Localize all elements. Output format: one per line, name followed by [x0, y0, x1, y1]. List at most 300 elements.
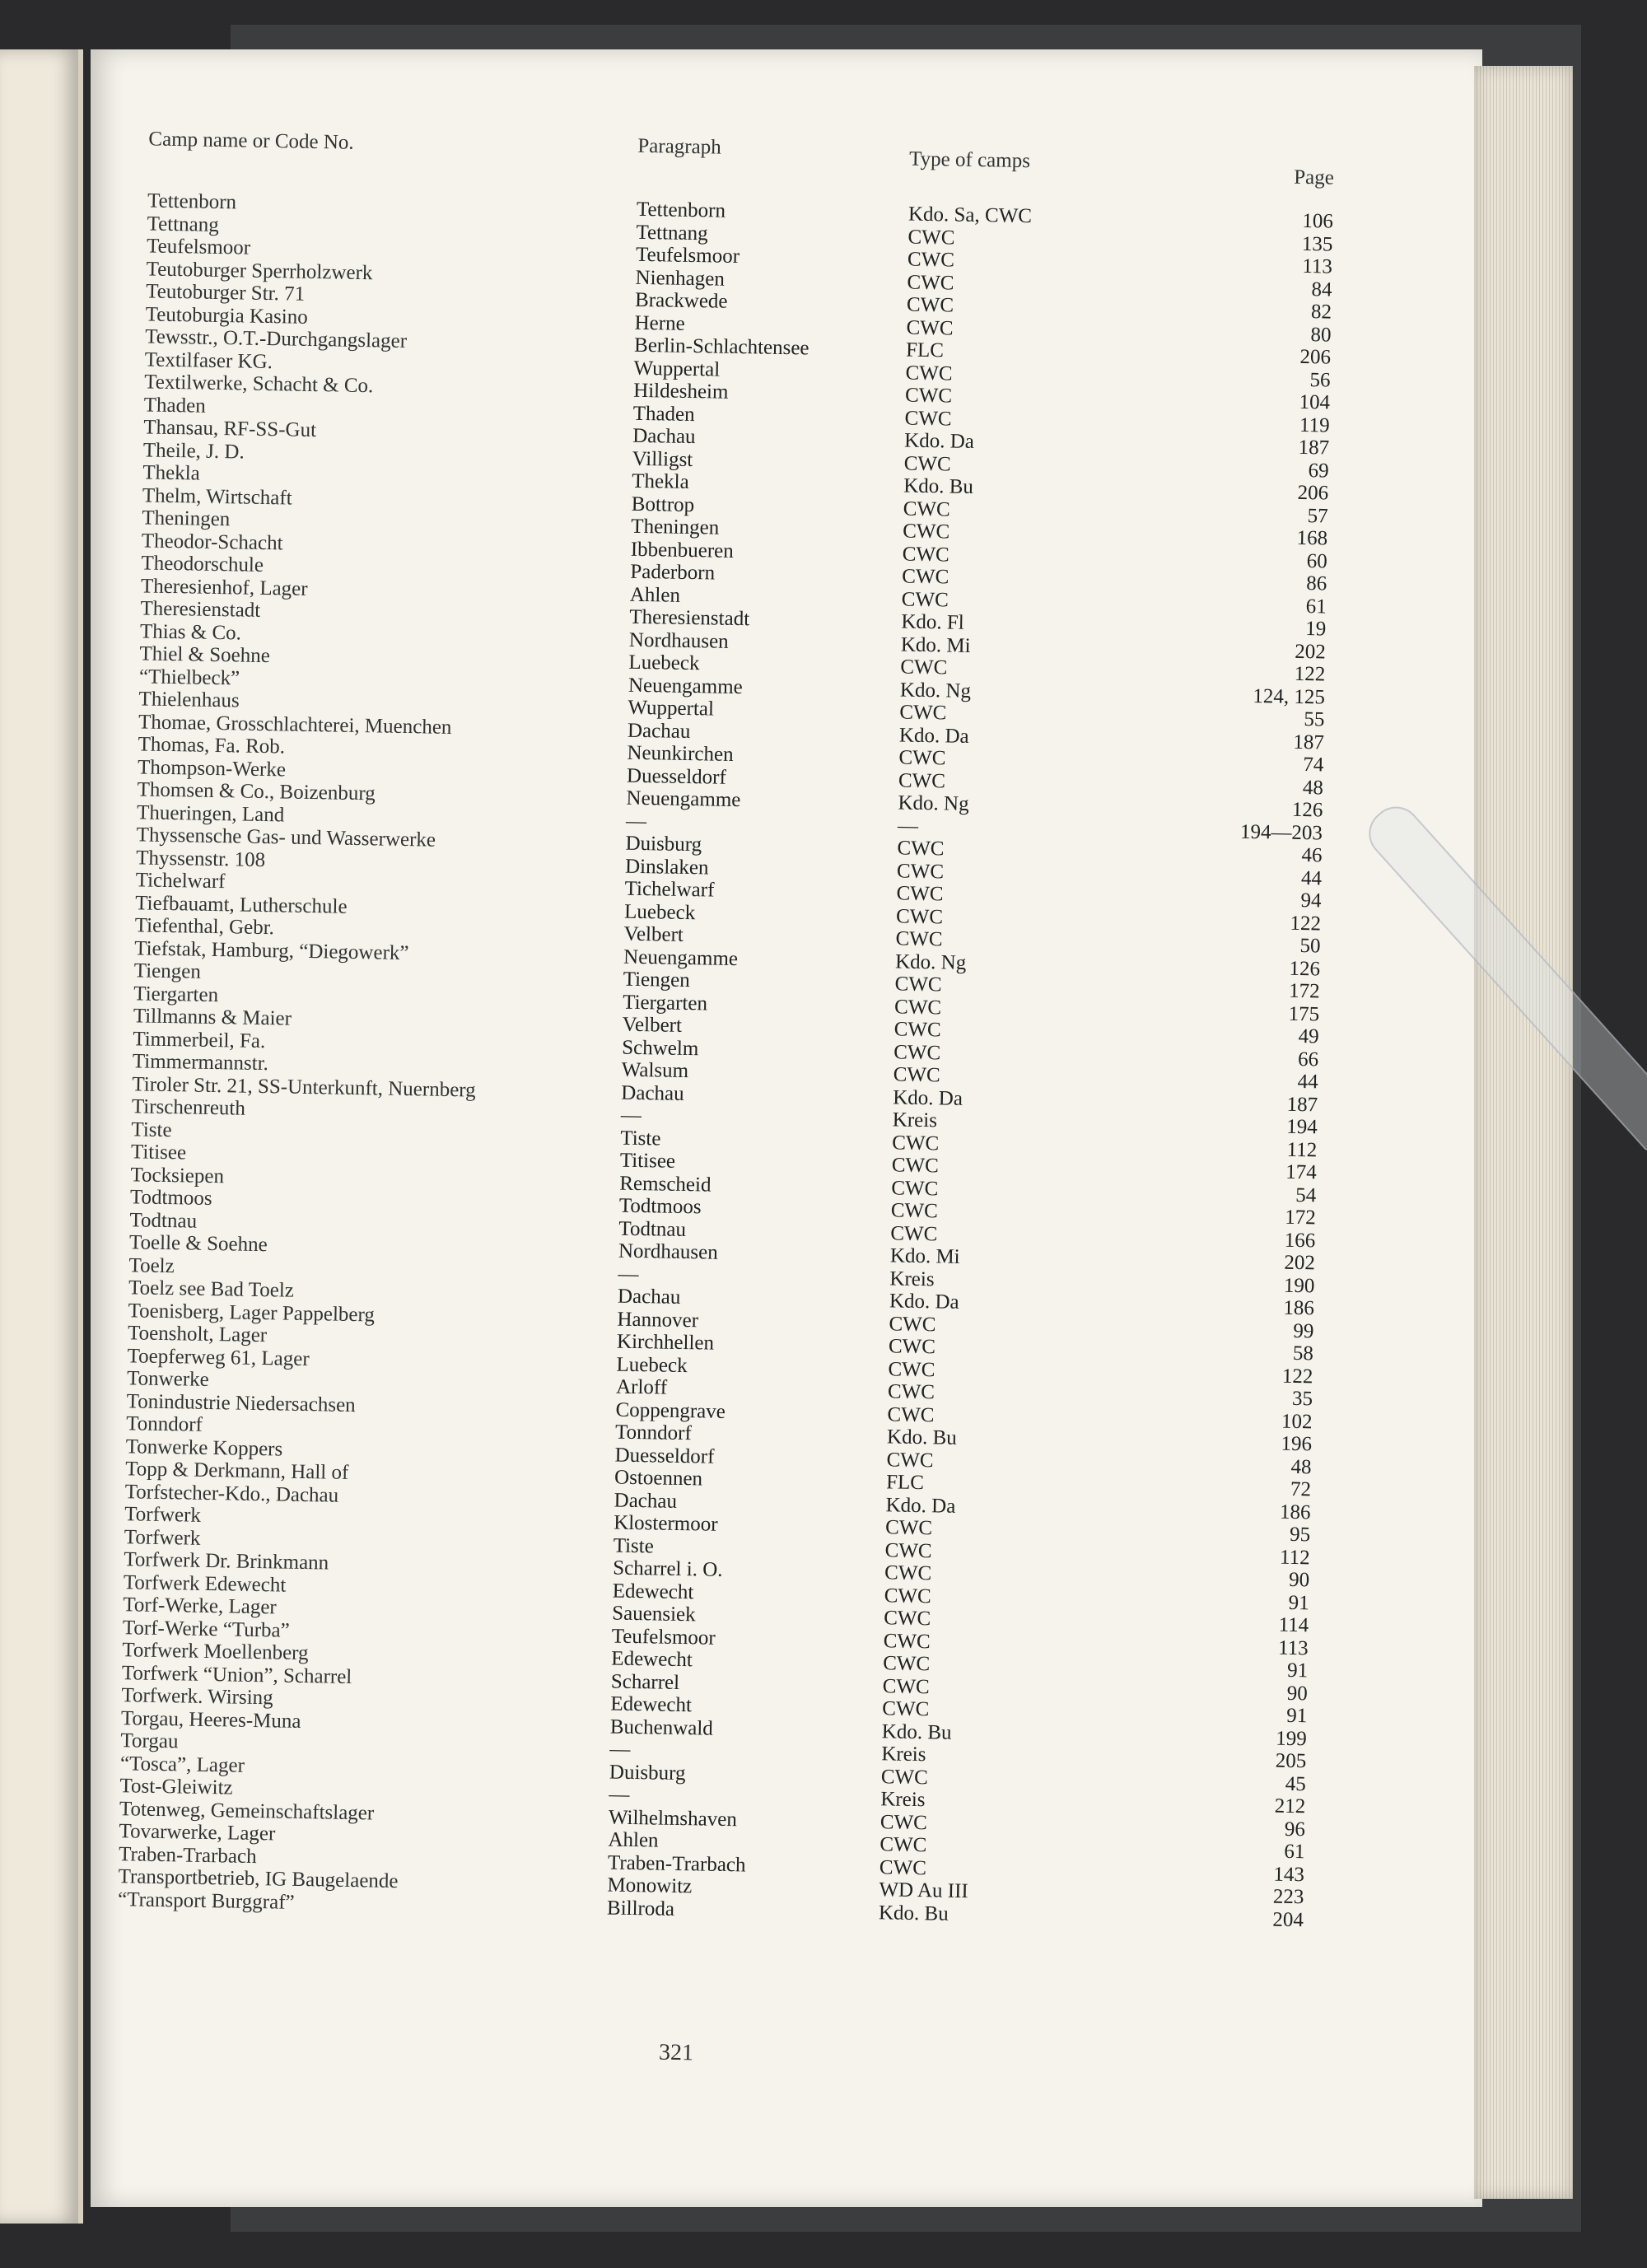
paragraph-cell: —: [609, 1783, 630, 1806]
camp-type-cell: CWC: [882, 1674, 930, 1698]
camp-type-cell: CWC: [903, 497, 950, 520]
page-ref-cell: 99: [1293, 1319, 1314, 1342]
camp-name-cell: Tichelwarf: [135, 869, 226, 894]
page-ref-cell: 80: [1310, 323, 1332, 347]
paragraph-cell: —: [618, 1262, 639, 1286]
camp-type-cell: CWC: [904, 384, 953, 408]
paragraph-cell: Duisburg: [625, 832, 702, 856]
camp-name-cell: Totenweg, Gemeinschaftslager: [119, 1797, 375, 1825]
page-ref-cell: 90: [1286, 1682, 1308, 1705]
paragraph-cell: Schwelm: [622, 1036, 699, 1060]
camp-type-cell: CWC: [891, 1176, 939, 1200]
camp-type-cell: Kdo. Bu: [903, 474, 974, 498]
page-ref-cell: 126: [1289, 957, 1321, 980]
page-ref-cell: 66: [1297, 1048, 1319, 1071]
camp-name-cell: Tillmanns & Maier: [133, 1005, 292, 1030]
camp-type-cell: CWC: [900, 656, 948, 679]
paragraph-cell: Traben-Trarbach: [607, 1850, 746, 1876]
paragraph-cell: Nordhausen: [618, 1239, 718, 1264]
camp-type-cell: CWC: [906, 293, 954, 317]
camp-name-cell: Tettnang: [147, 212, 219, 236]
page-ref-cell: 187: [1298, 436, 1330, 460]
camp-type-cell: CWC: [893, 1040, 941, 1064]
camp-type-cell: Kdo. Da: [885, 1493, 956, 1518]
page-ref-cell: 104: [1299, 390, 1331, 414]
page-ref-cell: 114: [1278, 1613, 1309, 1637]
paragraph-cell: Klostermoor: [613, 1511, 718, 1536]
page-ref-cell: 84: [1311, 278, 1332, 301]
camp-type-cell: FLC: [885, 1471, 925, 1495]
page-ref-cell: 187: [1286, 1093, 1318, 1116]
camp-type-cell: CWC: [893, 1063, 940, 1087]
page-ref-cell: 172: [1288, 979, 1320, 1003]
page-ref-cell: 175: [1288, 1002, 1320, 1025]
page-ref-cell: 74: [1303, 754, 1324, 777]
page-ref-cell: 124, 125: [1253, 684, 1326, 708]
paragraph-cell: Arloff: [615, 1375, 668, 1399]
paragraph-cell: Nienhagen: [635, 266, 726, 291]
paragraph-cell: Edewecht: [610, 1692, 693, 1717]
camp-name-cell: Textilwerke, Schacht & Co.: [144, 371, 374, 398]
page-ref-cell: 91: [1288, 1591, 1309, 1614]
camp-type-cell: CWC: [883, 1652, 931, 1676]
camp-name-cell: Thyssensche Gas- und Wasserwerke: [136, 824, 436, 852]
camp-type-cell: CWC: [902, 565, 949, 589]
camp-name-cell: Thias & Co.: [139, 619, 242, 644]
page-ref-cell: 212: [1274, 1794, 1306, 1818]
camp-type-cell: CWC: [879, 1833, 927, 1857]
camp-type-cell: CWC: [883, 1629, 931, 1653]
paragraph-cell: Luebeck: [623, 900, 696, 924]
paragraph-cell: Thaden: [632, 402, 695, 426]
camp-type-cell: CWC: [883, 1607, 931, 1631]
page-ref-cell: 172: [1285, 1206, 1317, 1230]
camp-type-cell: CWC: [882, 1697, 930, 1721]
page-ref-cell: 44: [1297, 1070, 1318, 1094]
page-ref-cell: 49: [1298, 1024, 1319, 1048]
paragraph-cell: Teufelsmoor: [611, 1625, 716, 1650]
camp-name-cell: “Transport Burggraf”: [117, 1888, 295, 1914]
paragraph-cell: Dachau: [632, 424, 696, 449]
paragraph-cell: Villigst: [632, 447, 693, 471]
paragraph-cell: Theresienstadt: [629, 605, 750, 631]
camp-name-cell: Theningen: [142, 506, 231, 531]
paragraph-cell: Dachau: [614, 1489, 678, 1513]
paragraph-cell: Todtmoos: [618, 1194, 702, 1219]
camp-type-cell: CWC: [892, 1131, 940, 1155]
page-ref-cell: 56: [1309, 368, 1331, 392]
camp-name-cell: Tonindustrie Niedersachsen: [126, 1389, 356, 1416]
paragraph-cell: Dachau: [627, 719, 691, 743]
camp-type-cell: CWC: [903, 452, 951, 475]
camp-type-cell: Kdo. Da: [898, 723, 969, 748]
camp-name-cell: Theresienhof, Lager: [140, 574, 308, 600]
page-ref-cell: 48: [1290, 1455, 1312, 1478]
paragraph-cell: Tettnang: [636, 221, 708, 245]
camp-name-cell: Torfstecher-Kdo., Dachau: [124, 1480, 339, 1507]
page-ref-cell: 135: [1301, 232, 1333, 256]
paragraph-cell: Scharrel: [610, 1670, 680, 1694]
camp-name-cell: Toelle & Soehne: [128, 1231, 268, 1257]
paragraph-cell: Todtnau: [618, 1217, 687, 1241]
camp-type-cell: Kdo. Da: [889, 1290, 959, 1314]
paragraph-cell: Ahlen: [629, 583, 681, 607]
paragraph-cell: Remscheid: [619, 1172, 712, 1197]
camp-name-cell: Titisee: [130, 1141, 187, 1164]
page-ref-cell: 86: [1305, 572, 1327, 595]
page-ref-cell: 122: [1281, 1365, 1313, 1388]
page-ref-cell: 199: [1276, 1727, 1307, 1750]
paragraph-cell: Monowitz: [607, 1874, 693, 1898]
paragraph-cell: Tiergarten: [622, 991, 708, 1015]
camp-name-cell: Torfwerk “Union”, Scharrel: [121, 1661, 352, 1688]
page-ref-cell: 82: [1310, 301, 1332, 324]
paragraph-cell: Edewecht: [611, 1647, 693, 1672]
camp-type-cell: CWC: [880, 1765, 929, 1789]
page-ref-cell: 106: [1302, 209, 1334, 233]
camp-name-cell: “Tosca”, Lager: [119, 1752, 245, 1777]
page-ref-cell: 223: [1272, 1885, 1304, 1909]
camp-type-cell: CWC: [898, 768, 946, 792]
paragraph-cell: Theningen: [631, 515, 720, 539]
camp-type-cell: Kdo. Mi: [889, 1244, 960, 1268]
camp-name-cell: Torfwerk: [124, 1525, 201, 1550]
paragraph-cell: Buchenwald: [609, 1715, 714, 1740]
paragraph-cell: Scharrel i. O.: [613, 1556, 723, 1581]
paragraph-cell: Wuppertal: [628, 696, 715, 721]
camp-name-cell: Transportbetrieb, IG Baugelaende: [118, 1865, 399, 1893]
page-ref-cell: 58: [1292, 1342, 1314, 1365]
page-ref-cell: 196: [1281, 1432, 1313, 1456]
page-ref-cell: 112: [1279, 1546, 1310, 1569]
camp-name-cell: Toensholt, Lager: [127, 1322, 268, 1347]
header-camp-name: Camp name or Code No.: [148, 128, 354, 154]
camp-name-cell: Topp & Derkmann, Hall of: [125, 1458, 349, 1484]
header-page: Page: [1293, 166, 1335, 189]
paragraph-cell: Kirchhellen: [616, 1330, 715, 1355]
camp-type-cell: CWC: [902, 542, 949, 566]
page-ref-cell: 113: [1277, 1636, 1309, 1659]
camp-name-cell: Textilfaser KG.: [144, 348, 273, 373]
page-ref-cell: 90: [1288, 1568, 1310, 1592]
camp-name-cell: Thyssenstr. 108: [135, 846, 266, 871]
page-ref-cell: 96: [1284, 1818, 1306, 1841]
paragraph-cell: Paderborn: [630, 560, 716, 585]
camp-type-cell: CWC: [884, 1538, 932, 1562]
camp-type-cell: CWC: [893, 1018, 941, 1042]
camp-name-cell: Tiengen: [133, 959, 202, 983]
camp-type-cell: CWC: [893, 995, 942, 1019]
camp-type-cell: Kdo. Bu: [886, 1426, 958, 1449]
camp-name-cell: Torfwerk: [124, 1503, 202, 1527]
header-type: Type of camps: [908, 147, 1031, 173]
camp-type-cell: Kdo. Fl: [901, 610, 964, 634]
camp-name-cell: Tonwerke Koppers: [125, 1435, 283, 1461]
page-ref-cell: 55: [1304, 708, 1325, 731]
camp-name-cell: Theile, J. D.: [142, 438, 245, 464]
camp-type-cell: CWC: [907, 271, 954, 295]
camp-type-cell: CWC: [884, 1516, 933, 1540]
camp-name-cell: Tiefbauamt, Lutherschule: [135, 891, 348, 918]
page-ref-cell: 19: [1305, 618, 1327, 641]
camp-name-cell: Torgau, Heeres-Muna: [120, 1706, 301, 1733]
camp-type-cell: Kdo. Ng: [898, 791, 969, 815]
page-ref-cell: 60: [1306, 549, 1327, 572]
camp-type-cell: CWC: [895, 904, 944, 928]
camp-name-cell: Tiroler Str. 21, SS-Unterkunft, Nuernberg: [132, 1072, 476, 1102]
camp-name-cell: Thansau, RF-SS-Gut: [143, 416, 317, 442]
camp-name-cell: Tiefstak, Hamburg, “Diegowerk”: [134, 936, 409, 964]
page-ref-cell: 190: [1283, 1274, 1315, 1297]
paragraph-cell: Nordhausen: [628, 628, 729, 653]
page-ref-cell: 205: [1275, 1749, 1307, 1773]
camp-type-cell: CWC: [887, 1402, 935, 1426]
page-ref-cell: 46: [1301, 844, 1323, 867]
paragraph-cell: —: [625, 810, 647, 833]
camp-name-cell: Tovarwerke, Lager: [119, 1820, 276, 1846]
camp-type-cell: Kreis: [881, 1743, 926, 1766]
paragraph-cell: Wilhelmshaven: [608, 1805, 738, 1831]
page-ref-cell: 61: [1284, 1840, 1305, 1864]
camp-name-cell: Tiergarten: [133, 982, 219, 1006]
paragraph-cell: Hannover: [617, 1308, 699, 1332]
page-ref-cell: 206: [1299, 345, 1332, 369]
camp-name-cell: Todtnau: [129, 1208, 198, 1233]
header-paragraph: Paragraph: [637, 134, 721, 159]
page-ref-cell: 186: [1279, 1500, 1311, 1524]
page-number: 321: [658, 2039, 694, 2066]
page-ref-cell: 113: [1302, 254, 1333, 278]
page-ref-cell: 166: [1284, 1229, 1316, 1252]
camp-name-cell: Toenisberg, Lager Pappelberg: [128, 1299, 376, 1326]
paragraph-cell: Coppengrave: [615, 1398, 726, 1423]
camp-type-cell: CWC: [901, 587, 949, 611]
camp-type-cell: CWC: [907, 226, 955, 250]
camp-type-cell: CWC: [905, 362, 953, 385]
page-ref-cell: 54: [1295, 1183, 1317, 1206]
camp-name-cell: Torgau: [120, 1729, 179, 1753]
camp-name-cell: Torfwerk. Wirsing: [121, 1684, 273, 1710]
camp-type-cell: CWC: [896, 859, 945, 883]
camp-type-cell: CWC: [884, 1584, 931, 1608]
camp-name-cell: Toepferweg 61, Lager: [127, 1344, 310, 1370]
paragraph-cell: Tiengen: [623, 968, 690, 992]
camp-name-cell: Tiefenthal, Gebr.: [134, 914, 275, 940]
camp-name-cell: Teutoburgia Kasino: [145, 302, 308, 329]
paragraph-cell: Velbert: [623, 922, 684, 946]
paragraph-cell: Tichelwarf: [624, 877, 715, 902]
camp-type-cell: CWC: [904, 407, 952, 431]
paragraph-cell: Sauensiek: [612, 1602, 696, 1626]
page-ref-cell: 126: [1291, 798, 1323, 822]
camp-type-cell: Kreis: [880, 1788, 926, 1812]
paragraph-cell: Velbert: [622, 1013, 683, 1037]
page-ref-cell: 119: [1299, 413, 1330, 437]
camp-name-cell: Thomae, Grosschlachterei, Muenchen: [138, 710, 452, 739]
paragraph-cell: Duesseldorf: [614, 1444, 715, 1468]
camp-name-cell: Tirschenreuth: [131, 1095, 246, 1120]
paragraph-cell: Dachau: [617, 1285, 681, 1309]
page-ref-cell: 187: [1293, 730, 1325, 754]
paragraph-cell: Hildesheim: [632, 379, 729, 404]
camp-name-cell: Torfwerk Moellenberg: [122, 1639, 309, 1665]
camp-name-cell: Torf-Werke “Turba”: [122, 1616, 290, 1642]
page-ref-cell: 102: [1281, 1410, 1313, 1433]
paragraph-cell: Tiste: [620, 1127, 661, 1150]
camp-type-cell: CWC: [879, 1810, 928, 1834]
paragraph-cell: Luebeck: [628, 651, 700, 675]
paragraph-cell: Tiste: [613, 1534, 655, 1557]
camp-name-cell: Torf-Werke, Lager: [123, 1594, 277, 1619]
camp-type-cell: CWC: [890, 1199, 939, 1223]
camp-name-cell: Teufelsmoor: [146, 235, 251, 259]
camp-type-cell: CWC: [896, 882, 944, 906]
page-ref-cell: 168: [1296, 526, 1328, 550]
camp-name-cell: Theodor-Schacht: [141, 529, 283, 554]
camp-type-cell: Kdo. Ng: [894, 950, 967, 974]
camp-name-cell: Tost-Gleiwitz: [119, 1775, 233, 1799]
camp-type-cell: Kdo. Bu: [878, 1901, 949, 1925]
camp-type-cell: CWC: [886, 1448, 934, 1472]
camp-type-cell: CWC: [903, 520, 950, 544]
camp-name-cell: Theresienstadt: [140, 597, 261, 622]
camp-type-cell: Kdo. Bu: [881, 1720, 952, 1744]
camp-name-cell: Torfwerk Edewecht: [123, 1570, 287, 1597]
page-ref-cell: 48: [1302, 776, 1324, 799]
paragraph-cell: Edewecht: [612, 1580, 694, 1603]
camp-type-cell: CWC: [906, 316, 954, 340]
camp-name-cell: Thomas, Fa. Rob.: [138, 733, 286, 758]
camp-name-cell: Teutoburger Sperrholzwerk: [146, 257, 373, 284]
camp-type-cell: CWC: [898, 746, 946, 770]
paragraph-cell: Ostoennen: [614, 1466, 703, 1491]
page-ref-cell: 91: [1286, 1659, 1309, 1682]
paragraph-cell: Dachau: [621, 1081, 684, 1105]
camp-name-cell: Theodorschule: [141, 552, 264, 576]
page-ref-cell: 72: [1290, 1477, 1312, 1501]
camp-name-cell: Toelz: [128, 1253, 175, 1277]
camp-name-cell: Thueringen, Land: [136, 800, 285, 826]
camp-name-cell: Tewsstr., O.T.-Durchgangslager: [145, 325, 408, 352]
camp-type-cell: Kdo. Da: [893, 1085, 963, 1110]
camp-type-cell: FLC: [905, 338, 945, 362]
paragraph-cell: Dinslaken: [624, 855, 709, 879]
camp-type-cell: Kdo. Mi: [900, 632, 971, 657]
camp-type-cell: CWC: [887, 1380, 935, 1404]
paragraph-cell: Luebeck: [616, 1353, 688, 1377]
paragraph-cell: Tonndorf: [614, 1421, 693, 1445]
camp-name-cell: Traben-Trarbach: [118, 1842, 257, 1868]
page-ref-cell: 206: [1297, 481, 1329, 505]
camp-name-cell: Timmerbeil, Fa.: [133, 1027, 266, 1052]
camp-name-cell: Toelz see Bad Toelz: [128, 1276, 295, 1302]
page-ref-cell: 44: [1300, 866, 1323, 889]
camp-type-cell: —: [897, 814, 919, 838]
camp-name-cell: Todtmoos: [129, 1186, 212, 1210]
paragraph-cell: Walsum: [621, 1058, 689, 1083]
page-ref-cell: 194—203: [1239, 820, 1323, 844]
camp-name-cell: Tettenborn: [147, 189, 237, 214]
paragraph-cell: Tettenborn: [636, 198, 726, 222]
page-ref-cell: 95: [1289, 1523, 1311, 1547]
page-ref-cell: 202: [1295, 640, 1327, 663]
paragraph-cell: Duesseldorf: [626, 764, 727, 789]
camp-type-cell: Kdo. Da: [903, 429, 975, 453]
camp-type-cell: CWC: [884, 1561, 932, 1585]
page-ref-cell: 186: [1283, 1296, 1315, 1320]
camp-type-cell: CWC: [891, 1154, 940, 1178]
page-ref-cell: 94: [1300, 889, 1322, 912]
page-ref-cell: 202: [1284, 1251, 1316, 1275]
camp-type-cell: CWC: [888, 1335, 936, 1359]
camp-name-cell: Thomsen & Co., Boizenburg: [137, 778, 376, 805]
paragraph-cell: —: [609, 1738, 631, 1761]
page-ref-cell: 194: [1285, 1115, 1318, 1139]
camp-name-cell: Thiel & Soehne: [139, 642, 271, 668]
page-ref-cell: 50: [1299, 934, 1321, 958]
camp-name-cell: Thelm, Wirtschaft: [142, 483, 292, 510]
camp-type-cell: CWC: [897, 837, 945, 861]
camp-name-cell: “Thielbeck”: [138, 665, 240, 689]
camp-type-cell: Kdo. Sa, CWC: [907, 203, 1033, 228]
camp-type-cell: CWC: [907, 248, 955, 272]
page-ref-cell: 204: [1272, 1908, 1304, 1931]
paragraph-cell: Wuppertal: [633, 357, 721, 381]
camp-name-cell: Teutoburger Str. 71: [145, 280, 306, 306]
page-ref-cell: 122: [1294, 662, 1326, 686]
paragraph-cell: Neuengamme: [626, 786, 741, 812]
camp-name-cell: Torfwerk Dr. Brinkmann: [124, 1548, 329, 1575]
paragraph-cell: —: [620, 1104, 642, 1127]
page-ref-cell: 57: [1307, 504, 1328, 528]
camp-name-cell: Thaden: [143, 393, 206, 418]
paragraph-cell: Bottrop: [631, 492, 695, 516]
page-ref-cell: 45: [1285, 1772, 1307, 1795]
paragraph-cell: Thekla: [632, 469, 689, 493]
paragraph-cell: Herne: [634, 311, 685, 335]
camp-type-cell: Kreis: [892, 1108, 938, 1132]
paragraph-cell: Neuengamme: [623, 945, 739, 970]
camp-type-cell: CWC: [889, 1312, 936, 1336]
page-ref-cell: 61: [1305, 595, 1327, 618]
page-ref-cell: 143: [1273, 1863, 1305, 1886]
camp-name-cell: Thielenhaus: [138, 688, 240, 712]
page-ref-cell: 91: [1285, 1704, 1308, 1728]
page-ref-cell: 112: [1286, 1138, 1318, 1161]
camp-type-cell: Kdo. Ng: [899, 678, 972, 702]
camp-name-cell: Timmermannstr.: [132, 1050, 269, 1076]
camp-name-cell: Thekla: [142, 461, 201, 485]
camp-type-cell: Kreis: [889, 1267, 935, 1290]
camp-name-cell: Tonndorf: [125, 1412, 203, 1436]
page-ref-cell: 122: [1290, 912, 1322, 935]
page-ref-cell: 69: [1308, 459, 1329, 483]
paragraph-cell: Berlin-Schlachtensee: [633, 334, 810, 360]
page-ref-cell: 35: [1291, 1387, 1313, 1411]
camp-type-cell: CWC: [894, 973, 942, 996]
camp-type-cell: CWC: [890, 1221, 938, 1245]
camp-type-cell: CWC: [899, 701, 947, 725]
camp-type-cell: WD Au III: [879, 1878, 968, 1903]
camp-name-cell: Thompson-Werke: [137, 755, 287, 781]
paragraph-cell: Brackwede: [634, 288, 728, 313]
paragraph-cell: Ahlen: [608, 1828, 659, 1852]
paragraph-cell: Titisee: [619, 1149, 676, 1173]
page-ref-cell: 174: [1285, 1160, 1317, 1184]
paragraph-cell: Billroda: [606, 1896, 675, 1920]
camp-type-cell: CWC: [895, 927, 943, 951]
camp-type-cell: CWC: [879, 1855, 927, 1879]
